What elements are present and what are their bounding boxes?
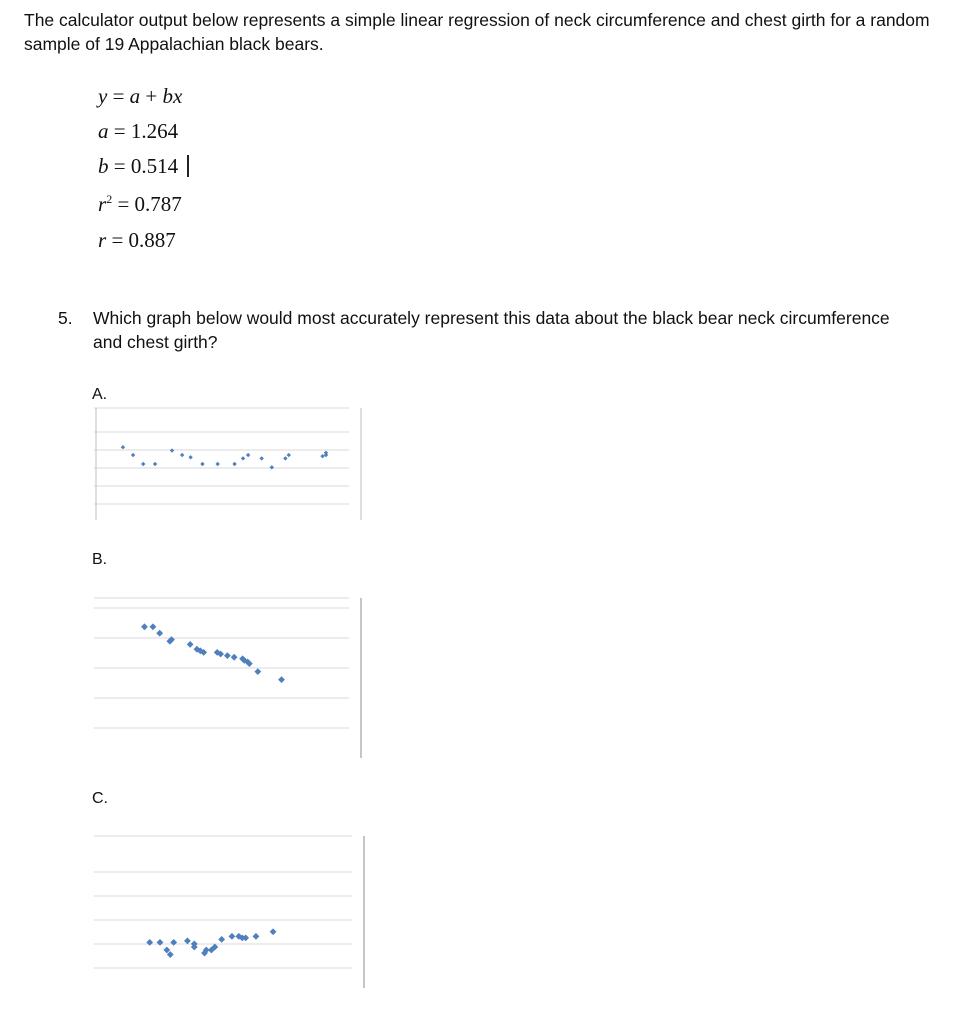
slope-equals: = [113, 154, 126, 178]
data-point [184, 937, 191, 944]
data-point [180, 453, 184, 457]
data-point [170, 448, 174, 452]
intercept-equals: = [113, 119, 126, 143]
r-squared-value: 0.787 [134, 192, 182, 216]
data-point [188, 455, 192, 459]
data-point [259, 456, 263, 460]
r-squared-exponent: 2 [106, 192, 113, 206]
data-point [242, 934, 249, 941]
eq-y: y [98, 84, 108, 108]
option-c-label: C. [92, 790, 108, 807]
data-point [229, 933, 236, 940]
data-point [131, 453, 135, 457]
data-point [170, 939, 177, 946]
scatter-plot-a [94, 408, 361, 520]
data-point [324, 453, 328, 457]
data-point [218, 936, 225, 943]
eq-plus: + [145, 84, 158, 108]
correlation-value: 0.887 [128, 228, 176, 252]
eq-a: a [129, 84, 141, 108]
data-point [278, 676, 285, 683]
data-point [141, 623, 148, 630]
data-point [270, 928, 277, 935]
intercept-var: a [98, 119, 109, 143]
data-point [121, 445, 125, 449]
data-point [150, 623, 157, 630]
data-point [241, 456, 245, 460]
r-squared-var: r [98, 192, 107, 216]
data-point [253, 933, 260, 940]
data-point [283, 456, 287, 460]
intercept-value: 1.264 [130, 119, 179, 143]
slope-var: b [98, 154, 109, 178]
intro-paragraph: The calculator output below represents a simple linear regression of neck circumference and chest girth for a random sample of 19 Appalachian black bears. [24, 10, 930, 54]
data-point [246, 453, 250, 457]
data-point [231, 654, 238, 661]
data-point [156, 630, 163, 637]
data-point [157, 939, 164, 946]
slope-value: 0.514 [130, 154, 179, 178]
data-point [146, 939, 153, 946]
option-b-label: B. [92, 551, 108, 568]
data-point [287, 453, 291, 457]
data-point [215, 462, 219, 466]
data-point [270, 465, 274, 469]
r-squared-equals: = [117, 192, 130, 216]
scatter-plot-b [94, 598, 361, 758]
option-a-label: A. [92, 386, 108, 403]
question-number: 5. [58, 308, 73, 328]
eq-bx: bx [162, 84, 183, 108]
eq-equals: = [112, 84, 125, 108]
data-point [141, 462, 145, 466]
data-point [254, 668, 261, 675]
question-text: Which graph below would most accurately represent this data about the black bear neck circumference and chest girth? [93, 308, 890, 352]
correlation-var: r [98, 228, 107, 252]
data-point [320, 454, 324, 458]
data-point [153, 462, 157, 466]
data-point [200, 462, 204, 466]
data-point [187, 641, 194, 648]
scatter-plot-c [94, 836, 364, 988]
correlation-equals: = [111, 228, 124, 252]
data-point [224, 652, 231, 659]
data-point [232, 462, 236, 466]
